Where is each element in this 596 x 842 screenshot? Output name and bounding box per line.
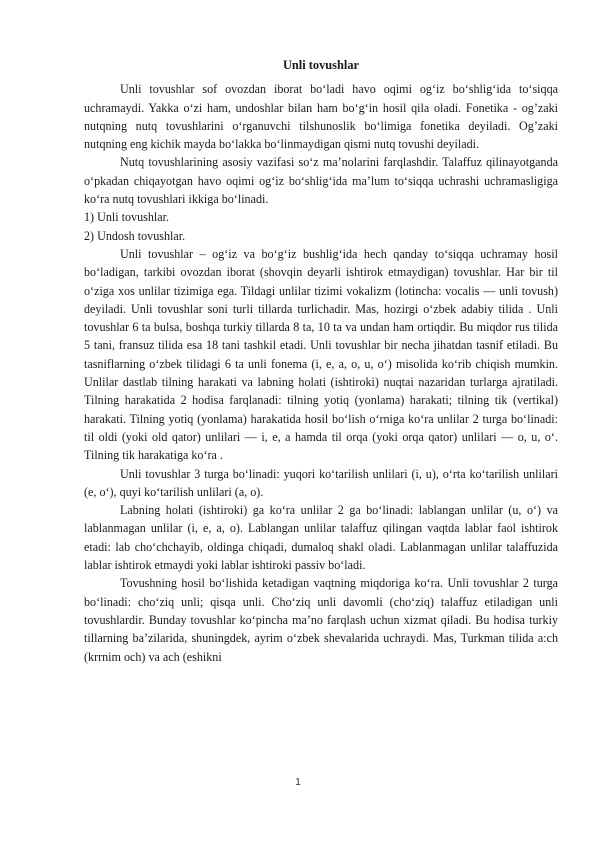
paragraph-vowel-definition: Unli tovushlar – ogʻiz va boʻgʻiz bushligʻida hech qanday toʻsiqqa uchramay hosil boʻladigan, tarkibi ovozdan iborat (shovqin deyarli ishtirok etmaydigan) tovushlar. Har bir til oʻziga xos unlilar tizimiga ega. Tildagi unlilar tizimi vokalizm (lotincha: vocalis — unli tovush) deyiladi. Unli tovushlar soni turli tillarda turlichadir. Mas, hozirgi oʻzbek adabiy tilida . Unli tovushlar 6 ta bulsa, boshqa turkiy tillarda 8 ta, 10 ta va undan ham ortiqdir. Bu miqdor rus tilida 5 tani, fransuz tilida esa 18 tani tashkil etadi. Unli tovushlar bir necha jihatdan tasnif etiladi. Bu tasniflarning oʻzbek tilidagi 6 ta unli fonema (i, e, a, o, u, oʻ) misolida koʻrib chiqish mumkin. Unlilar dastlab tilning harakati va labning holati (ishtiroki) nuqtai nazaridan turlarga ajratiladi. Tilning harakatida 2 hodisa farqlanadi: tilning yotiq (yonlama) harakati; tilning tik (vertikal) harakati. Tilning yotiq (yonlama) harakatida hosil boʻlish oʻrniga koʻra unlilar 2 turga boʻlinadi: til oldi (yoki old qator) unlilari — i, e, a hamda til orqa (yoki orqa qator) unlilari — o, u, oʻ. Tilning tik harakatiga koʻra . (84, 246, 558, 463)
document-title: Unli tovushlar (282, 58, 360, 72)
paragraph-vowel-height: Unli tovushlar 3 turga boʻlinadi: yuqori koʻtarilish unlilari (i, u), oʻrta koʻtarilish unlilari (e, oʻ), quyi koʻtarilish unlilari (a, o). (84, 466, 558, 499)
document-page (84, 56, 558, 666)
paragraph-lip-position: Labning holati (ishtiroki) ga koʻra unlilar 2 ga boʻlinadi: lablangan unlilar (u, oʻ) va lablanmagan unlilar (i, e, a, o). Lablangan unlilar talaffuz qilingan vaqtda lablar faol ishtirok etadi: lab choʻchchayib, oldinga chiqadi, dumaloq shakl oladi. Lablanmagan unlilar talaffuzida lablar ishtirok etmaydi yoki lablar ishtiroki passiv boʻladi. (84, 503, 558, 573)
paragraph-vowel-length: Tovushning hosil boʻlishida ketadigan vaqtning miqdoriga koʻra. Unli tovushlar 2 turga boʻlinadi: choʻziq unli; qisqa unli. Choʻziq unli davomli (choʻziq) talaffuz etiladigan unli tovushlardir. Bunday tovushlar koʻpincha maʼno farqlash uchun xizmat qiladi. Bu hodisa turkiy tillarning baʼzilarida, shuningdek, ayrim oʻzbek shevalarida uchraydi. Mas, Turkman tilida a:ch (krrnim och) va ach (eshikni (84, 576, 558, 664)
paragraph-speech-sounds: Nutq tovushlarining asosiy vazifasi soʻz maʼnolarini farqlashdir. Talaffuz qilinayotganda oʻpkadan chiqayotgan havo oqimi ogʻiz boʻshligʻida maʼlum toʻsiqqa uchrashi uchramasligiga koʻra nutq tovushlari ikkiga boʻlinadi. (84, 155, 558, 207)
list-item-consonants: 2) Undosh tovushlar. (84, 228, 186, 243)
list-item-vowels: 1) Unli tovushlar. (84, 210, 169, 225)
page-number: 1 (295, 777, 301, 788)
paragraph-intro: Unli tovushlar sof ovozdan iborat boʻladi havo oqimi ogʻiz boʻshligʻida toʻsiqqa uchramaydi. Yakka oʻzi ham, undoshlar bilan ham boʻgʻin hosil qila oladi. Fonetika - og’zaki nutqning nutq tovushlarini oʻrganuvchi tilshunoslik boʻlimiga fonetika deyiladi. Og’zaki nutqning eng kichik mayda boʻlakka boʻlinmaydigan qismi nutq tovushi deyiladi. (84, 82, 558, 152)
